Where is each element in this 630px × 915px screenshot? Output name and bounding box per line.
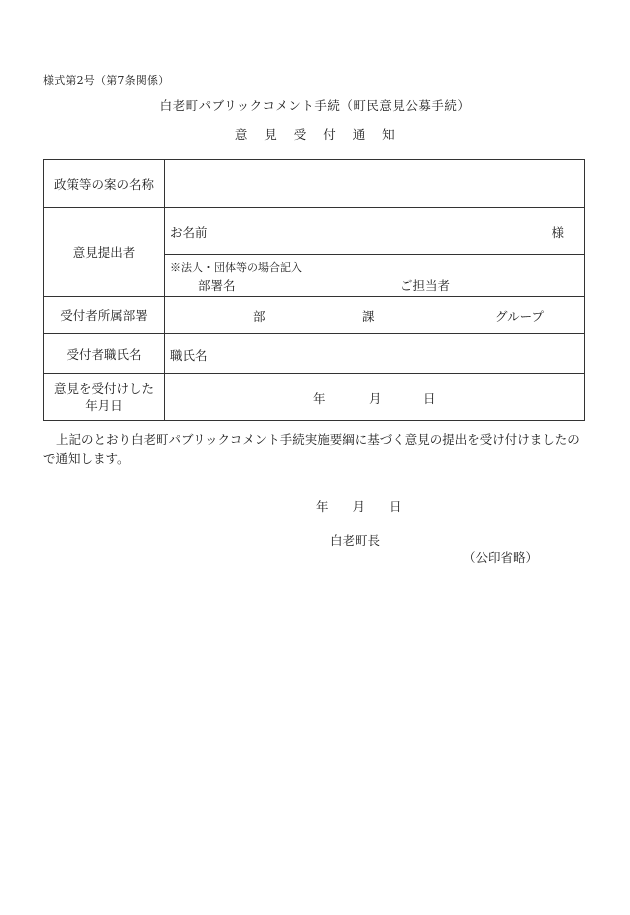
name-label: お名前 — [170, 225, 208, 240]
receiver-staff-label: 受付者職氏名 — [44, 334, 165, 374]
policy-row — [44, 160, 585, 208]
footer-day: 日 — [389, 499, 402, 514]
policy-name-value[interactable] — [165, 160, 585, 208]
honorific-label: 様 — [551, 225, 564, 240]
receiver-staff-row — [44, 334, 585, 374]
bu-label: 部 — [253, 309, 266, 324]
receiver-staff-cell[interactable] — [165, 334, 585, 374]
document-subtitle: 意 見 受 付 通 知 — [234, 127, 396, 142]
receiver-dept-row — [44, 297, 585, 334]
ka-label: 課 — [362, 309, 375, 324]
day-label: 日 — [423, 391, 436, 406]
notice-body-text: 上記のとおり白老町パブリックコメント手続実施要綱に基づく意見の提出を受け付けましたので通知します。 — [43, 432, 580, 466]
submitter-label: 意見提出者 — [44, 208, 165, 297]
notice-date — [316, 497, 402, 515]
policy-name-label: 政策等の案の名称 — [44, 160, 165, 208]
month-label: 月 — [369, 391, 382, 406]
submitter-corp-cell[interactable] — [165, 255, 585, 297]
group-label: グループ — [495, 309, 545, 324]
corp-note: ※法人・団体等の場合記入 — [170, 261, 302, 274]
dept-name-label: 部署名 — [198, 278, 236, 293]
year-label: 年 — [313, 391, 326, 406]
footer-month: 月 — [352, 499, 366, 514]
document-title: 白老町パブリックコメント手続（町民意見公募手続） — [159, 98, 471, 113]
received-date-row — [44, 374, 585, 421]
contact-person-label: ご担当者 — [400, 278, 451, 293]
footer-year: 年 — [316, 499, 329, 514]
submitter-name-cell[interactable] — [165, 208, 585, 255]
received-date-label-line2: 年月日 — [85, 398, 123, 413]
received-date-label-line1: 意見を受付けした — [53, 381, 154, 396]
form-number: 様式第2号（第7条関係） — [43, 74, 170, 87]
notice-form-table — [43, 159, 585, 421]
staff-title-name-label: 職氏名 — [170, 348, 208, 363]
submitter-row-name — [44, 208, 585, 255]
receiver-dept-label: 受付者所属部署 — [44, 297, 165, 334]
received-date-label — [44, 374, 165, 421]
receiver-dept-cell[interactable] — [165, 297, 585, 334]
seal-omitted-note: （公印省略） — [463, 550, 539, 565]
mayor-title: 白老町長 — [330, 533, 381, 548]
received-date-cell[interactable] — [165, 374, 585, 421]
